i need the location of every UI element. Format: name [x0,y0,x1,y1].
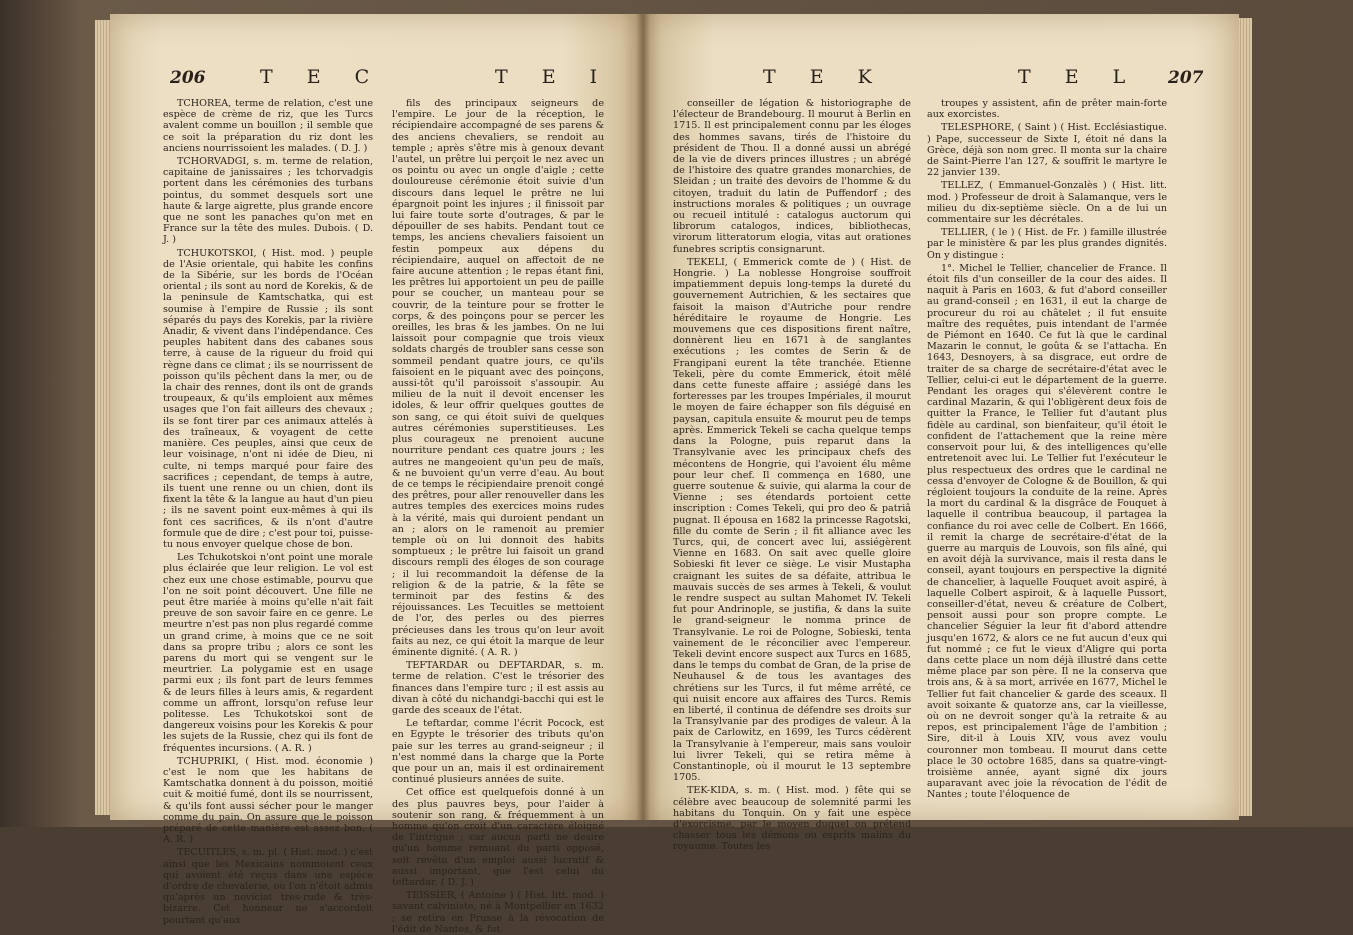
entry-paragraph: TELESPHORE, ( Saint ) ( Hist. Ecclésiastique. ) Pape, successeur de Sixte I, étoit né dans la Grèce, déjà son nom grec. Il monta sur la chaire de Saint-Pierre l'an 127, & souffrit le martyre le 22 janvier 139. [927,122,1167,179]
left-column-2 [392,98,604,935]
entry-paragraph: TEFTARDAR ou DEFTARDAR, s. m. terme de relation. C'est le trésorier des finances dans l'empire turc ; il est assis au divan à côté du nichandgi-bacchi qui est le garde des sceaux de l'état. [392,660,604,716]
left-running-head [110,68,643,96]
entry-paragraph: TCHUPRIKI, ( Hist. mod. économie ) c'est le nom que les habitans de Kamtschatka donnent à du poisson, moitié cuit & moitié fumé, dont ils se nourrissent, & qu'ils font aussi sécher pour le manger comme du pain. On assure que le poisson préparé de cette manière est assez bon. ( A. R. ) [163,755,373,846]
entry-paragraph: TELLEZ, ( Emmanuel-Gonzalès ) ( Hist. litt. mod. ) Professeur de droit à Salamanque, vers le milieu du dix-septième siècle. On a de lui un commentaire sur les décrétales. [927,180,1167,226]
entry-paragraph: TEKELI, ( Emmerick comte de ) ( Hist. de Hongrie. ) La noblesse Hongroise souffroit impatiemment depuis long-temps la dureté du gouvernement Autrichien, & les sectaires que faisoit la maison d'Autriche pour rendre héréditaire le royaume de Hongrie. Les mouvemens que ces dispositions firent naître, donnèrent lieu en 1671 à de sanglantes exécutions ; les comtes de Serin & de Frangipani eurent la tête tranchée. Etienne Tekeli, père du comte Emmerick, étoit mêlé dans cette funeste affaire ; assiégé dans les forteresses par les troupes Impériales, il mourut le moyen de faire échapper son fils déguisé en paysan, capitula ensuite & mourut peu de temps après. Emmerick Tekeli se cacha quelque temps dans la Pologne, puis reparut dans la Transylvanie avec les principaux chefs des mécontens de Hongrie, qui l'avoient élu même pour leur chef. Il commença en 1680, une guerre soutenue & suivie, qui alarma la cour de Vienne ; ses étendards portoient cette inscription : Comes Tekeli, qui pro deo & patriâ pugnat. Il épousa en 1682 la princesse Ragotski, fille du comte de Serin ; il fit alliance avec les Turcs, qui, de concert avec lui, assiégèrent Vienne en 1683. On sait avec quelle gloire Sobieski fit lever ce siège. Le visir Mustapha craignant les suites de sa défaite, attribua le mauvais succès de ses armes à Tekeli, & voulut le rendre suspect au sultan Mahomet IV. Tekeli fut pour Andrinople, se justifia, & dans la suite le grand-seigneur le nomma prince de Transylvanie. Le roi de Pologne, Sobieski, tenta vainement de le réconcilier avec l'empereur. Tekeli devint encore suspect aux Turcs en 1685, dans le temps du combat de Gran, de la prise de Neuhausel & de tous les avantages des chrétiens sur les Turcs, il fut même arrêté, ce qui nuisit encore aux affaires des Turcs. Remis en liberté, il continua de défendre ses droits sur la Transylvanie par des prodiges de valeur. À la paix de Carlowitz, en 1699, les Turcs cédèrent la Transylvanie à l'empereur, mais sans vouloir lui livrer Tekeli, qui se retira même à Constantinople, où il mourut le 13 septembre 1705. [673,256,911,784]
left-page-edges [95,20,111,815]
entry-paragraph: fils des principaux seigneurs de l'empire. Le jour de la réception, le récipiendaire accompagné de ses parens & des anciens chevaliers, se rendoit au temple ; après s'être mis à genoux devant l'autel, un prêtre lui perçoit le nez avec un os pointu ou avec un ongle d'aigle ; cette douloureuse cérémonie étoit suivie d'un discours dans lequel le prêtre ne lui épargnoit point les injures ; il finissoit par lui faire toute sorte d'outrages, & par le dépouiller de ses habits. Pendant tout ce temps, les anciens chevaliers faisoient un festin pompeux aux dépens du récipiendaire, auquel on affectoit de ne faire aucune attention ; le repas étant fini, les prêtres lui apportoient un peu de paille pour se coucher, un manteau pour se couvrir, de la teinture pour se frotter le corps, & des poinçons pour se percer les oreilles, les bras & les jambes. On ne lui laissoit pour compagnie que trois vieux soldats chargés de troubler sans cesse son sommeil pendant quatre jours, ce qu'ils faisoient en le piquant avec des poinçons, aussi-tôt qu'il paroissoit s'assoupir. Au milieu de la nuit il devoit encenser les idoles, & leur offrir quelques gouttes de son sang, ce qui étoit suivi de quelques autres cérémonies superstitieuses. Les plus courageux ne prenoient aucune nourriture pendant ces quatre jours ; les autres ne mangeoient qu'un peu de maïs, & ne buvoient qu'un verre d'eau. Au bout de ce temps le récipiendaire prenoit congé des prêtres, pour aller renouveller dans les autres temples des exercices moins rudes à la vérité, mais qui duroient pendant un an ; alors on le ramenoit au premier temple où on lui donnoit des habits somptueux ; le prêtre lui faisoit un grand discours rempli des éloges de son courage ; il lui recommandoit la défense de la religion & de la patrie, & la fête se terminoit par des festins & des réjouissances. Les Tecuitles se mettoient de l'or, des perles ou des pierres précieuses dans les trous qu'on leur avoit faits au nez, ce qui étoit la marque de leur éminente dignité. ( A. R. ) [392,98,604,658]
entry-paragraph: TCHORVADGI, s. m. terme de relation, capitaine de janissaires ; les tchorvadgis portent dans les cérémonies des turbans pointus, du sommet desquels sort une haute & large aigrette, plus grande encore que ne sont les panaches qu'on met en France sur la tête des mules. Dubois. ( D. J. ) [163,156,373,246]
right-page-edges [1238,18,1252,816]
book-spine-shadow [636,14,650,820]
left-headword-1: T E C [260,66,384,88]
left-page [110,14,643,935]
right-running-head [643,68,1239,96]
entry-paragraph: TEISSIER, ( Antoine ) ( Hist. litt. mod. ) savant calviniste, né à Montpellier en 1632 ; se retira en Prusse à la révocation de l'édit de Nantes, & fut [392,890,604,935]
left-headword-2: T E I [495,66,612,88]
right-headword-2: T E L [1018,66,1140,88]
right-headword-1: T E K [763,66,886,88]
entry-paragraph: TEK-KIDA, s. m. ( Hist. mod. ) fête qui se célèbre avec beaucoup de solemnité parmi les habitans du Tonquin. On y fait une espèce d'exorcisme, par le moyen duquel on prétend chasser tous les démons ou esprits malins du royaume. Toutes les [673,785,911,853]
right-column-2 [927,98,1167,808]
entry-paragraph: troupes y assistent, afin de prêter main-forte aux exorcistes. [927,98,1167,121]
entry-paragraph: Les Tchukotskoi n'ont point une morale plus éclairée que leur religion. Le vol est chez eux une chose estimable, pourvu que l'on ne soit point découvert. Une fille ne peut être mariée à moins qu'elle n'ait fait preuve de son savoir faire en ce genre. Le meurtre n'est pas non plus regardé comme un grand crime, à moins que ce ne soit dans sa propre tribu ; alors ce sont les parens du mort qui se vengent sur le meurtrier. La polygamie est en usage parmi eux ; ils font part de leurs femmes & de leurs filles à leurs amis, & regardent comme un affront, lorsqu'on refuse leur politesse. Les Tchukotskoi sont de dangereux voisins pour les Korekis & pour les sujets de la Russie, chez qui ils font de fréquentes incursions. ( A. R. ) [163,552,374,754]
entry-paragraph: Cet office est quelquefois donné à un des plus pauvres beys, pour l'aider à soutenir son rang, & fréquemment à un homme qu'on croit d'un caractère éloigné de l'intrigue ; car aucun parti ne desire qu'un homme remuant du parti opposé, soit revêtu d'un emploi aussi lucratif & aussi important, que l'est celui du teftardar. ( D. J. ) [392,787,604,889]
left-page-number: 206 [170,68,206,88]
entry-paragraph: TCHOREA, terme de relation, c'est une espèce de crème de riz, que les Turcs avalent comme un bouillon ; il semble que ce soit la préparation du riz dont les anciens nourrissoient les malades. ( D. J. ) [163,98,373,154]
entry-paragraph: TECUITLES, s. m. pl. ( Hist. mod. ) c'est ainsi que les Mexicains nommoient ceux qui avoient été reçus dans une espèce d'ordre de chevalerie, où l'on n'étoit admis qu'après un noviciat très-rude & très-bizarre. Cet honneur ne s'accordoit pourtant qu'aux [163,847,373,926]
entry-paragraph: 1°. Michel le Tellier, chancelier de France. Il étoit fils d'un conseiller de la cour des aides. Il naquit à Paris en 1603, & fut d'abord conseiller au grand-conseil ; en 1631, il eut la charge de procureur du roi au châtelet ; il fut ensuite maître des requêtes, puis intendant de l'armée de Piémont en 1640. Ce fut là que le cardinal Mazarin le connut, le goûta & se l'attacha. En 1643, Desnoyers, à sa disgrace, eut ordre de traiter de sa charge de secrétaire-d'état avec le Tellier, celui-ci eut le département de la guerre. Pendant les orages qui s'élevèrent contre le cardinal Mazarin, & qui l'obligèrent deux fois de quitter la France, le Tellier fut d'autant plus fidèle au cardinal, son bienfaiteur, qu'il étoit le confident de l'attachement que la reine mère conservoit pour lui, & des intelligences qu'elle entretenoit avec lui. Le Tellier fut l'exécuteur le plus respectueux des ordres que le cardinal ne cessa d'envoyer de Cologne & de Bouillon, & qui régloient toujours la conduite de la reine. Après la mort du cardinal & la disgrâce de Fouquet à laquelle il contribua beaucoup, il partagea la confiance du roi avec celle de Colbert. En 1666, il remit la charge de secrétaire-d'état de la guerre au marquis de Louvois, son fils aîné, qui en avoit déjà la survivance, mais il resta dans le conseil, ayant toujours en perspective la dignité de chancelier, à laquelle Fouquet avoit aspiré, à laquelle Colbert aspiroit, & à laquelle Pussort, conseiller-d'état, neveu & créature de Colbert, pensoit aussi pour son propre compte. Le chancelier Séguier la leur fit d'abord attendre jusqu'en 1672, & alors ce ne fut aucun d'eux qui fut nommé ; ce fut le vieux d'Aligre qui porta dans cette place un nom déjà illustré dans cette même place par son père. Il ne la conserva que trois ans, & à sa mort, arrivée en 1677, Michel le Tellier fut fait chancelier & garde des sceaux. Il avoit soixante & quatorze ans, car la vieillesse, où on ne devroit songer qu'à la retraite & au repos, est principalement l'âge de l'ambition ; Sire, dit-il à Louis XIV, vous avez voulu couronner mon tombeau. Il mourut dans cette place le 30 octobre 1685, dans sa quatre-vingt-troisième année, ayant signé dix jours auparavant avec joie la révocation de l'édit de Nantes ; toute l'éloquence de [927,262,1167,801]
entry-paragraph: conseiller de légation & historiographe de l'électeur de Brandebourg. Il mourut à Berlin en 1715. Il est principalement connu par les éloges des hommes savans, tirés de l'histoire du président de Thou. Il a donné aussi un abrégé de la vie de divers princes illustres ; un abrégé de l'histoire des quatre grandes monarchies, de Sleidan ; un traité des devoirs de l'homme & du citoyen, traduit du latin de Puffendorf ; des instructions morales & politiques ; un ouvrage ou recueil intitulé : catalogus auctorum qui librorum catalogos, indices, bibliothecas, virorum litteratorum elogia, vitas aut orationes funebres scriptis consignarunt. [673,98,911,255]
left-column-1 [163,98,374,926]
right-page-number: 207 [1168,68,1204,88]
entry-paragraph: TCHUKOTSKOI, ( Hist. mod. ) peuple de l'Asie orientale, qui habite les confins de la Sibérie, sur les bords de l'Océan oriental ; ils sont au nord de Korekis, & de la peninsule de Kamtschatka, qui est soumise à l'empire de Russie ; ils sont séparés du pays des Korekis, par la rivière Anadir, & vivent dans l'indépendance. Ces peuples habitent dans des cabanes sous terre, à cause de la rigueur du froid qui règne dans ce climat ; ils se nourrissent de poisson qu'ils pêchent dans la mer, ou de la chair des rennes, dont ils ont de grands troupeaux, & qu'ils emploient aux mêmes usages que l'on fait ailleurs des chevaux ; ils se font tirer par ces animaux attelés à des traîneaux, & voyagent de cette manière. Ces peuples, ainsi que ceux de leur voisinage, n'ont ni idée de Dieu, ni culte, ni temps marqué pour faire des sacrifices ; cependant, de temps à autre, ils tuent une renne ou un chien, dont ils fixent la tête & la langue au haut d'un pieu ; ils ne savent point eux-mêmes à qui ils font ces sacrifices, & ils n'ont d'autre formule que de dire ; c'est pour toi, puisse-tu nous envoyer quelque chose de bon. [163,247,373,550]
entry-paragraph: TELLIER, ( le ) ( Hist. de Fr. ) famille illustrée par le ministère & par les plus grandes dignités. On y distingue : [927,227,1167,261]
entry-paragraph: Le teftardar, comme l'écrit Pocock, est en Egypte le trésorier des tributs qu'on paie sur les terres au grand-seigneur ; il n'est nommé dans la charge que la Porte que pour un an, mais il est ordinairement continué plusieurs années de suite. [392,718,604,786]
right-page [643,14,1239,853]
right-column-1 [673,98,911,853]
